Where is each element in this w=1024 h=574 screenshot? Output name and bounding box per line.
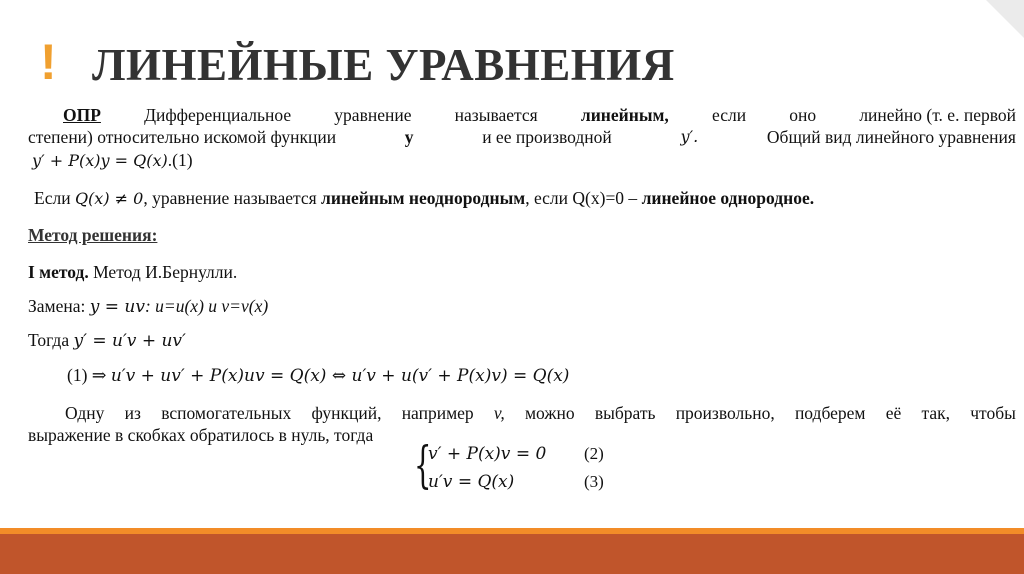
- substitution-step: [67, 365, 569, 386]
- method-first-label: I метод.: [28, 262, 89, 282]
- cases-text: , уравнение называется: [143, 188, 317, 208]
- method-heading: Метод решения:: [28, 225, 158, 245]
- def-word-linear: линейным,: [580, 105, 669, 125]
- para-word: чтобы: [970, 403, 1016, 423]
- definition-line-2: [28, 126, 1016, 148]
- cases-if: Если: [34, 188, 71, 208]
- para-word: например: [401, 403, 474, 423]
- equation-tag: .(1): [167, 150, 193, 170]
- page-title: ЛИНЕЙНЫЕ УРАВНЕНИЯ: [92, 40, 675, 90]
- then-label: Тогда: [28, 330, 70, 350]
- para-word: из: [124, 403, 141, 423]
- slide-content: [28, 104, 1016, 172]
- equation-system: [414, 436, 654, 494]
- para-word: так,: [921, 403, 951, 423]
- then-line: [28, 330, 186, 351]
- cases-condition: Q(x) ≠ 0: [74, 189, 144, 208]
- def-word: линейно (т. е. первой: [859, 105, 1016, 125]
- substitution-line: [28, 296, 268, 317]
- step-tag: (1) ⇒: [67, 365, 107, 385]
- general-equation: y′ + P(x)y = Q(x): [32, 151, 168, 170]
- system-row: [428, 472, 514, 492]
- def-text: степени) относительно искомой функции: [28, 127, 337, 147]
- def-word: если: [711, 105, 747, 125]
- homogeneous-term: линейное однородное.: [641, 188, 815, 208]
- corner-fold: [986, 0, 1024, 38]
- definition-line-1: [28, 104, 1016, 126]
- cases-text: , если Q(x)=0 –: [525, 188, 638, 208]
- para-word: v,: [493, 403, 505, 423]
- definition-label: ОПР: [63, 105, 101, 125]
- system-row: [428, 444, 546, 464]
- para-word: Одну: [65, 403, 105, 423]
- substitution-detail: : u=u(x) и v=v(x): [144, 296, 269, 316]
- explanation-line-2: выражение в скобках обратилось в нуль, тогда: [28, 425, 374, 445]
- nonhomogeneous-term: линейным неоднородным: [321, 188, 526, 208]
- para-word: вспомогательных: [161, 403, 292, 423]
- para-word: выбрать: [594, 403, 656, 423]
- general-form: [28, 149, 1016, 172]
- exclamation-mark: !: [40, 34, 57, 90]
- def-word: оно: [789, 105, 817, 125]
- system-equation: v′ + P(x)v = 0: [428, 444, 547, 464]
- method-first-text: Метод И.Бернулли.: [93, 262, 238, 282]
- def-derivative: y′.: [680, 127, 699, 146]
- def-word: уравнение: [334, 105, 412, 125]
- para-word: произвольно,: [675, 403, 775, 423]
- system-equation: u′v = Q(x): [428, 472, 515, 492]
- system-number: (3): [584, 472, 604, 491]
- def-text: и ее производной: [482, 127, 612, 147]
- substitution-label: Замена:: [28, 296, 86, 316]
- cases-line: [34, 188, 814, 209]
- left-brace: {: [414, 436, 432, 494]
- system-number: (2): [584, 444, 604, 463]
- def-word: Дифференциальное: [144, 105, 292, 125]
- then-equation: y′ = u′v + uv′: [73, 331, 186, 351]
- para-word: функций,: [311, 403, 382, 423]
- para-word: подберем: [794, 403, 866, 423]
- para-word: её: [885, 403, 902, 423]
- explanation-paragraph: [28, 402, 1016, 446]
- def-word: называется: [454, 105, 538, 125]
- step-equation: u′v + uv′ + P(x)uv = Q(x) ⇔ u′v + u(v′ + P(x)v) = Q(x): [110, 366, 570, 386]
- def-function-y: y: [404, 127, 414, 147]
- explanation-line-1: [28, 402, 1016, 424]
- method-first: [28, 262, 237, 283]
- footer-bar: [0, 534, 1024, 574]
- substitution-equation: y = uv: [89, 297, 145, 317]
- def-text: Общий вид линейного уравнения: [766, 127, 1016, 147]
- para-word: можно: [524, 403, 575, 423]
